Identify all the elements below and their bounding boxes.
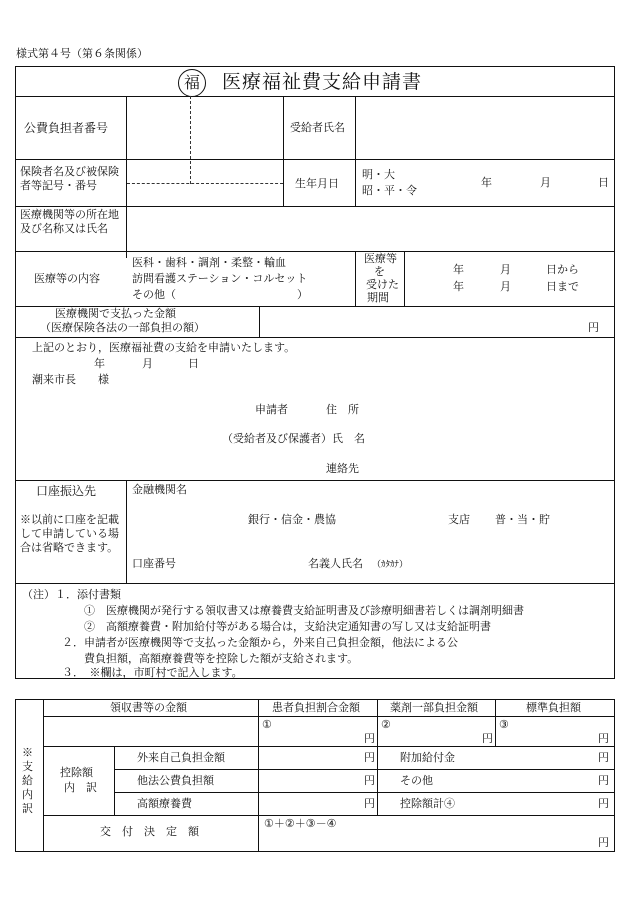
bank-institution-label: 金融機関名 xyxy=(132,483,187,496)
receipt-amount-header: 領収書等の金額 xyxy=(110,701,187,714)
standard-burden-header: 標準負担額 xyxy=(526,701,581,714)
contact-label: 連絡先 xyxy=(326,462,359,475)
other-yen: 円 xyxy=(598,774,609,787)
declaration-year: 年 xyxy=(94,357,105,370)
payment-breakdown-side-label: ※支給内訳 xyxy=(22,746,33,815)
account-holder-kana-note: （ｶﾀｶﾅ） xyxy=(372,560,409,570)
era-option-1[interactable]: 明・大 xyxy=(362,168,395,181)
paid-amount-yen: 円 xyxy=(588,321,599,334)
period-label-2: を xyxy=(374,265,385,278)
mark-1: ① xyxy=(262,718,272,731)
bank-transfer-label: 口座振込先 xyxy=(36,484,97,498)
birth-month-unit: 月 xyxy=(540,176,551,189)
birth-day-unit: 日 xyxy=(598,176,609,189)
address-field[interactable] xyxy=(370,398,605,418)
other-public-yen: 円 xyxy=(364,774,375,787)
note-item-4: ３． ※欄は，市町村で記入します。 xyxy=(62,666,243,679)
outpatient-yen: 円 xyxy=(364,751,375,764)
form-number: 様式第４号（第６条関係） xyxy=(16,47,148,60)
form-title: 医療福祉費支給申請書 xyxy=(222,71,423,93)
recipient-name-label: 受給者氏名 xyxy=(290,121,345,134)
notes-heading: （注）１．添付書類 xyxy=(22,588,121,601)
era-option-2[interactable]: 昭・平・令 xyxy=(362,184,417,197)
paid-amount-label-2: （医療保険各法の一部負担の額） xyxy=(40,321,205,334)
bank-note: ※以前に口座を記載して申請している場合は省略できます。 xyxy=(20,513,119,554)
period-from-day: 日から xyxy=(546,263,579,276)
paid-amount-label-1: 医療機関で支払った金額 xyxy=(55,307,176,320)
birth-year-unit: 年 xyxy=(481,176,492,189)
address-label: 住 所 xyxy=(326,403,359,416)
content-options-1[interactable]: 医科・歯科・調剤・柔整・輸血 xyxy=(132,256,286,269)
additional-benefit-yen: 円 xyxy=(598,751,609,764)
bank-type-options[interactable]: 銀行・信金・農協 xyxy=(248,513,336,526)
medical-content-label: 医療等の内容 xyxy=(34,272,100,285)
content-options-2[interactable]: 訪問看護ステーション・コルセット xyxy=(132,272,308,285)
drug-partial-header: 薬剤一部負担金額 xyxy=(390,701,478,714)
additional-benefit-label: 附加給付金 xyxy=(400,751,455,764)
content-options-3[interactable]: その他（ ） xyxy=(132,288,308,301)
payment-decision-yen: 円 xyxy=(598,836,609,849)
period-to-month: 月 xyxy=(500,280,511,293)
period-label-3: 受けた xyxy=(366,278,399,291)
addressee: 潮来市長 様 xyxy=(32,373,109,386)
birth-date-label: 生年月日 xyxy=(295,177,339,190)
high-cost-label: 高額療養費 xyxy=(137,797,192,810)
mark-3: ③ xyxy=(499,718,509,731)
note-item-3-line1: ２．申請者が医療機関等で支払った金額から，外来自己負担金額，他法による公 xyxy=(62,636,458,649)
payment-formula: ①＋②＋③－④ xyxy=(264,817,337,830)
declaration-day: 日 xyxy=(188,357,199,370)
patient-ratio-header: 患者負担割合金額 xyxy=(272,701,360,714)
other-label: その他 xyxy=(400,774,433,787)
applicant-name-field[interactable] xyxy=(370,427,605,447)
note-item-2: ② 高額療養費・附加給付等がある場合は，支給決定通知書の写し又は支給証明書 xyxy=(84,620,491,633)
account-number-label: 口座番号 xyxy=(132,557,176,570)
applicant-name-label: （受給者及び保護者）氏 名 xyxy=(222,432,365,445)
period-from-year: 年 xyxy=(453,263,464,276)
patient-ratio-yen: 円 xyxy=(364,732,375,745)
deduction-label-1: 控除額 xyxy=(60,766,93,779)
high-cost-yen: 円 xyxy=(364,797,375,810)
drug-partial-yen: 円 xyxy=(482,732,493,745)
deduction-label-2: 内 訳 xyxy=(64,781,97,794)
public-burden-number-label: 公費負担者番号 xyxy=(24,121,109,135)
period-to-day: 日まで xyxy=(546,280,579,293)
period-to-year: 年 xyxy=(453,280,464,293)
contact-field[interactable] xyxy=(370,457,605,477)
payment-decision-label: 交 付 決 定 額 xyxy=(100,825,199,838)
mark-2: ② xyxy=(381,718,391,731)
period-label-4: 期間 xyxy=(367,291,389,304)
account-type-options[interactable]: 普・当・貯 xyxy=(495,513,550,526)
period-label-1: 医療等 xyxy=(364,252,397,265)
declaration-month: 月 xyxy=(142,357,153,370)
outpatient-label: 外来自己負担金額 xyxy=(137,751,225,764)
paid-amount-field[interactable] xyxy=(260,307,590,336)
period-from-month: 月 xyxy=(500,263,511,276)
deduction-total-yen: 円 xyxy=(598,797,609,810)
account-holder-label: 名義人氏名 xyxy=(308,557,363,570)
institution-field[interactable] xyxy=(127,207,614,250)
other-public-label: 他法公費負担額 xyxy=(137,774,214,787)
recipient-name-field[interactable] xyxy=(356,97,614,159)
note-item-1: ① 医療機関が発行する領収書又は療養費支給証明書及び診療明細書若しくは調剤明細書 xyxy=(84,604,524,617)
welfare-mark-icon: 福 xyxy=(178,69,206,97)
branch-label: 支店 xyxy=(448,513,470,526)
insurer-name-label: 保険者名及び被保険者等記号・番号 xyxy=(20,165,119,192)
note-item-3-line2: 費負担額，高額療養費等を控除した額が支給されます。 xyxy=(84,652,359,665)
institution-label: 医療機関等の所在地及び名称又は氏名 xyxy=(20,208,119,235)
standard-burden-yen: 円 xyxy=(598,732,609,745)
declaration-statement: 上記のとおり，医療福祉費の支給を申請いたします。 xyxy=(32,341,296,354)
applicant-label: 申請者 xyxy=(255,403,288,416)
deduction-total-label: 控除額計④ xyxy=(400,797,455,810)
